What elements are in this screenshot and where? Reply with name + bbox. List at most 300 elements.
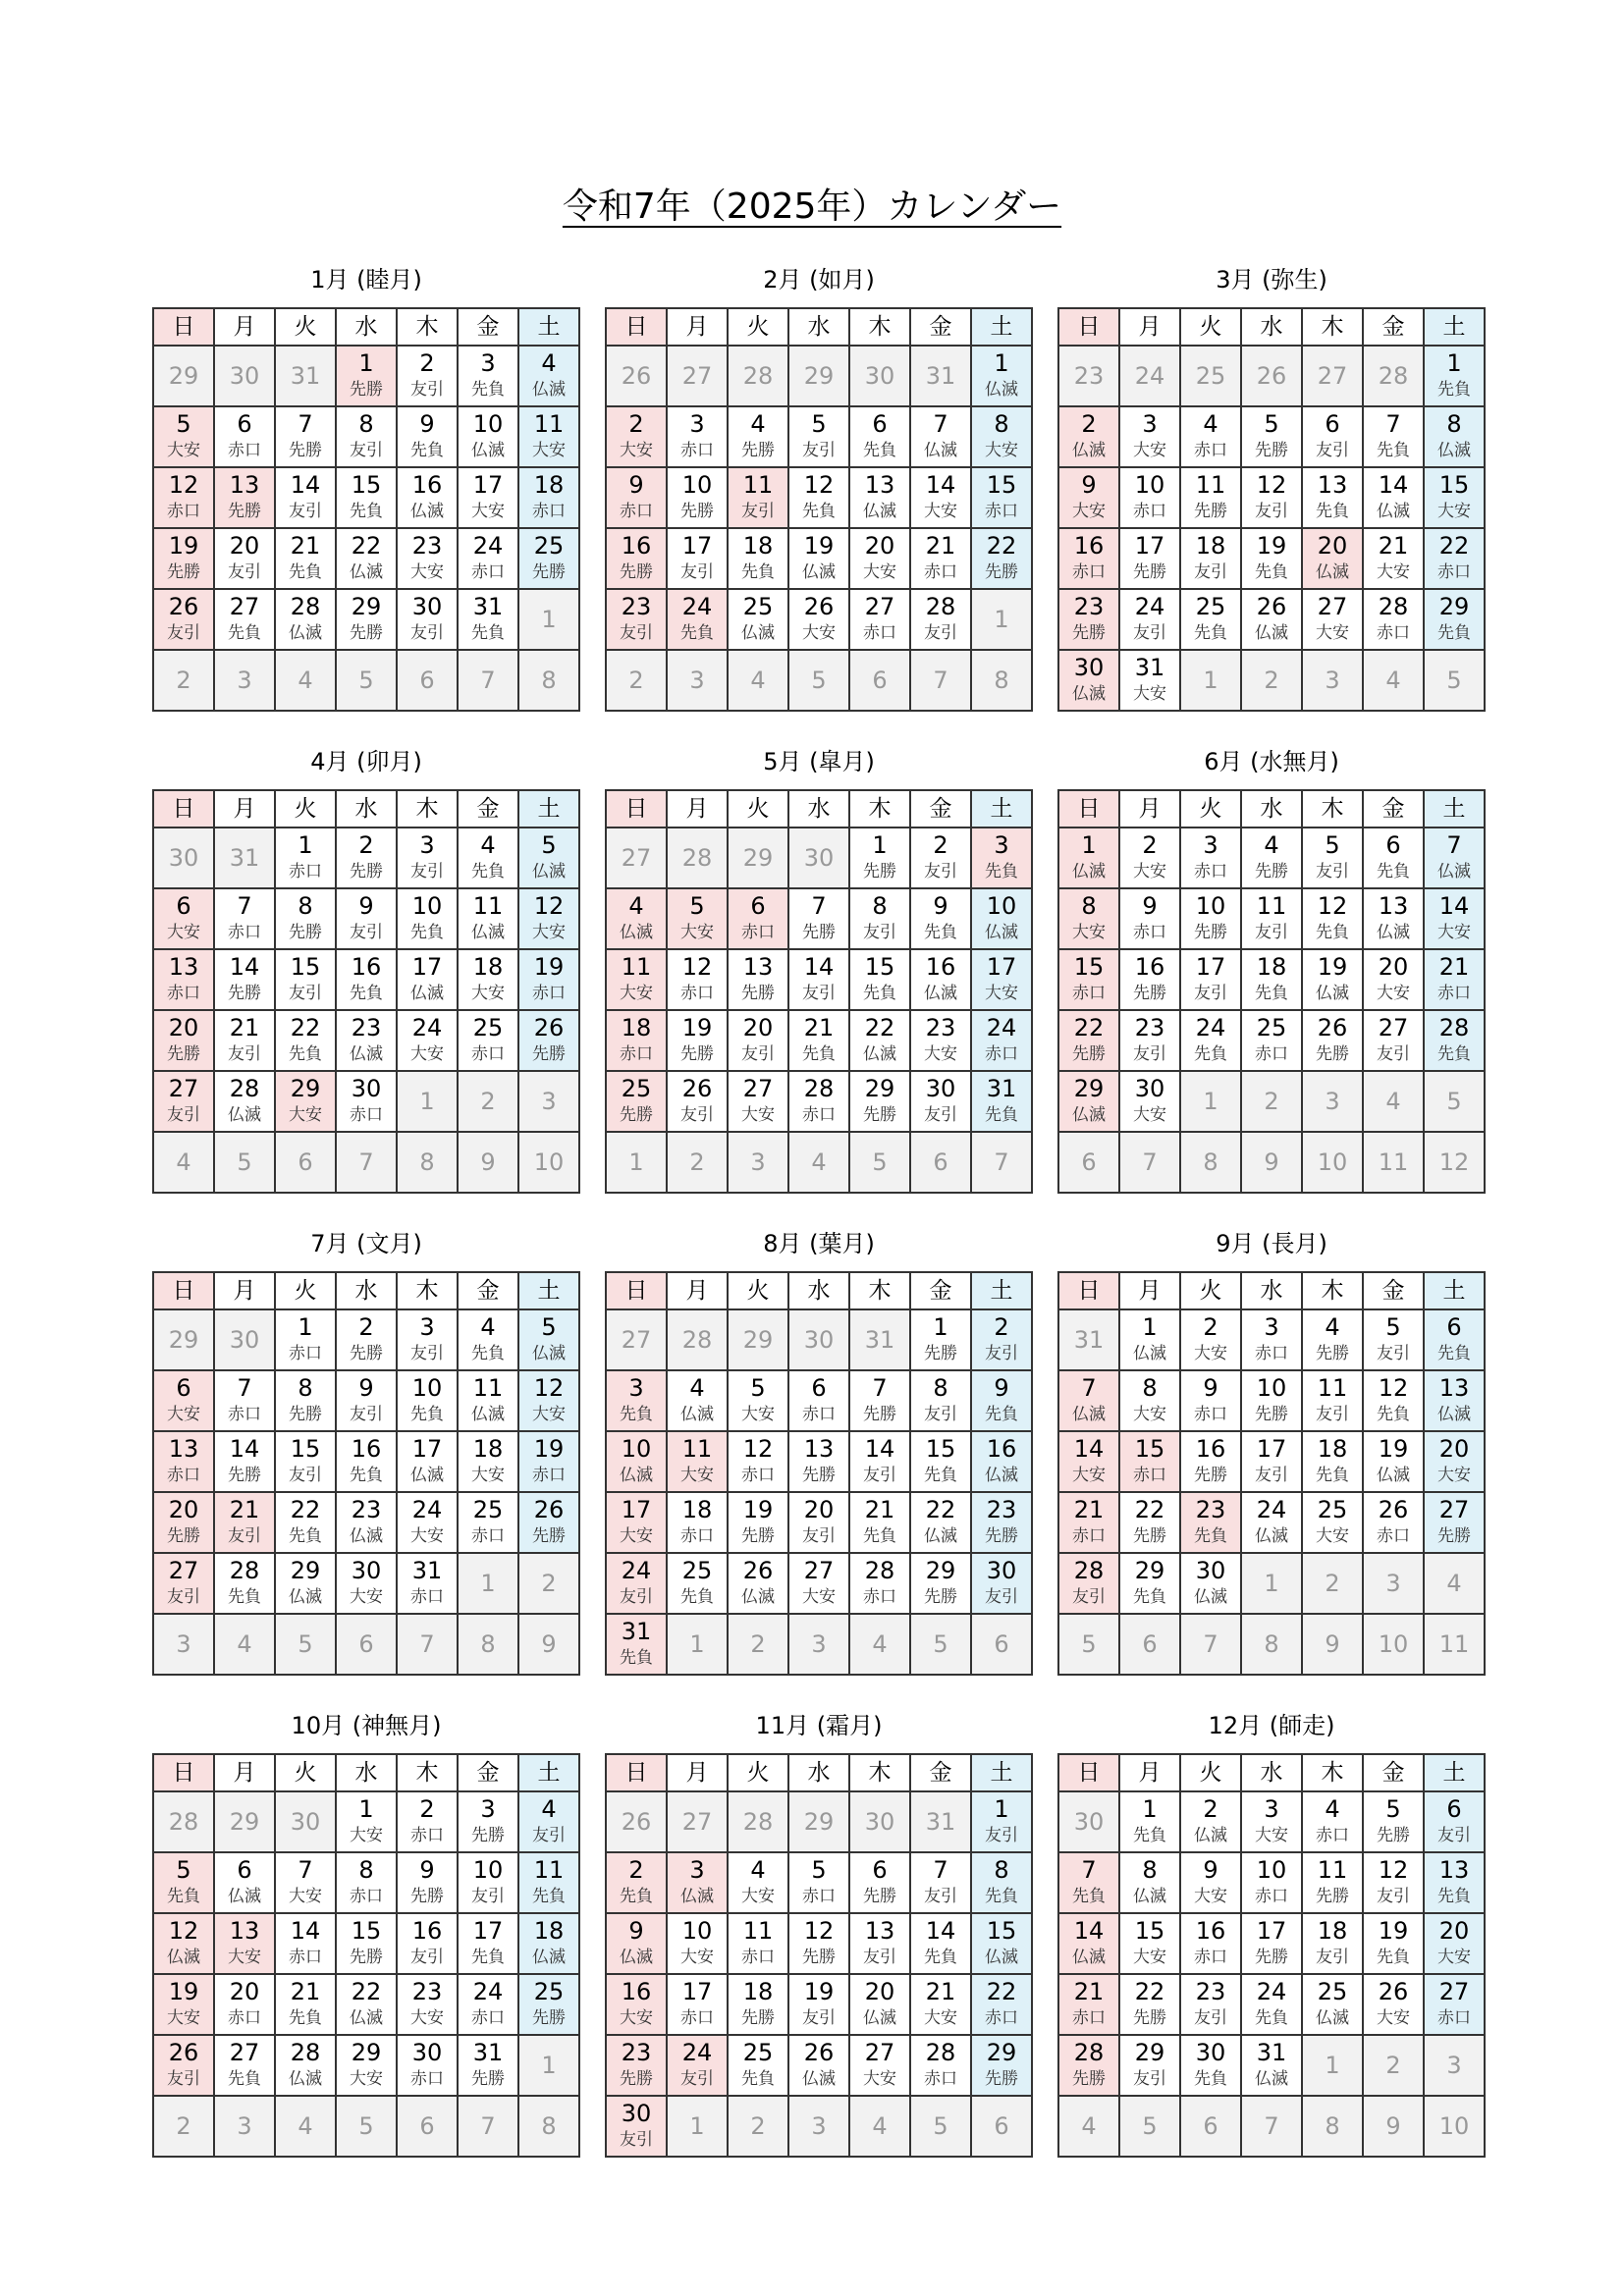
day-cell (275, 1913, 336, 1974)
rokuyo-label: 先勝 (741, 441, 775, 460)
weekday-header: 金 (458, 308, 518, 346)
day-cell (728, 528, 788, 589)
rokuyo-label: 大安 (1437, 923, 1471, 942)
month-calendar (1057, 742, 1486, 1194)
day-number: 28 (864, 1557, 895, 1584)
day-cell (153, 1370, 214, 1431)
day-cell (1119, 1010, 1180, 1071)
day-number: 9 (480, 1148, 496, 1176)
day-number: 4 (237, 1630, 252, 1658)
rokuyo-label: 友引 (410, 1344, 444, 1363)
day-cell (397, 1852, 458, 1913)
day-cell (397, 1431, 458, 1492)
rokuyo-label: 大安 (741, 1405, 775, 1424)
day-number: 1 (628, 1148, 644, 1176)
rokuyo-label: 赤口 (350, 1105, 383, 1125)
day-cell (606, 650, 667, 711)
weekday-header: 日 (153, 790, 214, 828)
day-number: 7 (1264, 2112, 1279, 2140)
day-cell (1424, 888, 1485, 949)
day-cell (667, 1309, 728, 1370)
rokuyo-label: 友引 (802, 1526, 836, 1546)
day-cell (728, 1370, 788, 1431)
day-number: 17 (986, 953, 1017, 981)
day-cell (971, 1370, 1032, 1431)
day-number: 2 (480, 1088, 496, 1115)
rokuyo-label: 赤口 (863, 623, 896, 643)
day-number: 25 (472, 1496, 504, 1523)
day-cell (1302, 1492, 1363, 1553)
day-number: 4 (298, 2112, 313, 2140)
day-number: 20 (168, 1496, 199, 1523)
day-cell (1241, 888, 1302, 949)
rokuyo-label: 仏滅 (1072, 1405, 1106, 1424)
day-number: 18 (1256, 953, 1287, 981)
rokuyo-label: 仏滅 (1194, 1587, 1227, 1607)
rokuyo-label: 友引 (350, 1405, 383, 1424)
weekday-header: 月 (667, 790, 728, 828)
rokuyo-label: 仏滅 (410, 1466, 444, 1485)
day-cell (1180, 2035, 1241, 2096)
rokuyo-label: 先勝 (532, 1044, 566, 1064)
day-cell (275, 1010, 336, 1071)
day-number: 31 (925, 362, 956, 390)
day-number: 9 (419, 1856, 435, 1884)
rokuyo-label: 先負 (350, 1466, 383, 1485)
day-cell (606, 828, 667, 888)
day-number: 8 (1325, 2112, 1340, 2140)
rokuyo-label: 先勝 (532, 2008, 566, 2028)
day-cell (397, 346, 458, 406)
weekday-header: 水 (336, 790, 397, 828)
day-cell (667, 406, 728, 467)
day-number: 22 (1134, 1978, 1165, 2005)
day-cell (667, 888, 728, 949)
rokuyo-label: 赤口 (1072, 984, 1106, 1003)
month-table (605, 1753, 1033, 2158)
weekday-header: 金 (910, 790, 971, 828)
day-number: 11 (1195, 471, 1226, 499)
day-cell (397, 1309, 458, 1370)
rokuyo-label: 先負 (1377, 441, 1410, 460)
rokuyo-label: 大安 (1133, 1105, 1166, 1125)
day-cell (971, 1791, 1032, 1852)
day-number: 28 (742, 1808, 774, 1836)
rokuyo-label: 先負 (802, 502, 836, 521)
rokuyo-label: 大安 (863, 2069, 896, 2089)
day-cell (1058, 1010, 1119, 1071)
day-number: 20 (229, 1978, 260, 2005)
day-number: 8 (480, 1630, 496, 1658)
day-number: 4 (872, 1630, 888, 1658)
day-number: 23 (1073, 593, 1105, 620)
day-cell (788, 1974, 849, 2035)
day-cell (728, 1132, 788, 1193)
rokuyo-label: 先勝 (228, 1466, 261, 1485)
day-number: 19 (168, 532, 199, 560)
day-number: 25 (621, 1075, 652, 1102)
day-number: 1 (541, 606, 557, 633)
day-cell (397, 650, 458, 711)
day-cell (667, 1553, 728, 1614)
day-number: 22 (986, 532, 1017, 560)
rokuyo-label: 仏滅 (532, 1344, 566, 1363)
day-number: 6 (358, 1630, 374, 1658)
day-cell (1058, 1132, 1119, 1193)
day-number: 7 (237, 892, 252, 920)
day-cell (1424, 589, 1485, 650)
day-number: 22 (290, 1496, 321, 1523)
rokuyo-label: 先負 (1377, 1405, 1410, 1424)
day-cell (606, 1492, 667, 1553)
rokuyo-label: 先勝 (1133, 984, 1166, 1003)
weekday-header: 日 (153, 308, 214, 346)
day-number: 15 (351, 1917, 382, 1945)
day-number: 1 (541, 2052, 557, 2079)
rokuyo-label: 大安 (1316, 1526, 1349, 1546)
day-cell (1119, 1071, 1180, 1132)
day-cell (518, 1553, 579, 1614)
rokuyo-label: 大安 (1133, 441, 1166, 460)
rokuyo-label: 先勝 (620, 562, 653, 582)
rokuyo-label: 先負 (1255, 562, 1288, 582)
day-cell (667, 949, 728, 1010)
day-number: 9 (1264, 1148, 1279, 1176)
rokuyo-label: 赤口 (289, 862, 322, 881)
rokuyo-label: 友引 (1316, 441, 1349, 460)
day-number: 22 (1134, 1496, 1165, 1523)
weekday-header: 火 (1180, 1272, 1241, 1309)
day-cell (458, 1370, 518, 1431)
day-number: 23 (351, 1496, 382, 1523)
day-cell (214, 1492, 275, 1553)
rokuyo-label: 仏滅 (1072, 441, 1106, 460)
rokuyo-label: 仏滅 (350, 1526, 383, 1546)
day-cell (336, 1431, 397, 1492)
rokuyo-label: 先負 (1437, 380, 1471, 400)
rokuyo-label: 先勝 (1072, 1044, 1106, 1064)
day-cell (667, 1791, 728, 1852)
day-number: 12 (1317, 892, 1348, 920)
day-number: 27 (621, 844, 652, 872)
rokuyo-label: 赤口 (924, 562, 957, 582)
day-number: 4 (1264, 831, 1279, 859)
rokuyo-label: 赤口 (289, 1948, 322, 1967)
rokuyo-label: 大安 (1437, 1466, 1471, 1485)
day-cell (1119, 949, 1180, 1010)
day-cell (153, 346, 214, 406)
rokuyo-label: 友引 (1072, 1587, 1106, 1607)
day-number: 13 (1438, 1374, 1470, 1402)
day-cell (1424, 406, 1485, 467)
day-number: 5 (176, 410, 191, 438)
rokuyo-label: 赤口 (1255, 1887, 1288, 1906)
rokuyo-label: 仏滅 (1255, 1526, 1288, 1546)
day-number: 15 (1134, 1917, 1165, 1945)
day-number: 18 (742, 1978, 774, 2005)
day-number: 1 (1081, 831, 1097, 859)
weekday-header: 金 (1363, 1272, 1424, 1309)
day-number: 31 (472, 2039, 504, 2066)
day-number: 4 (541, 1795, 557, 1823)
day-number: 5 (1142, 2112, 1158, 2140)
day-number: 31 (1134, 654, 1165, 681)
day-cell (1180, 589, 1241, 650)
day-cell (971, 1309, 1032, 1370)
day-number: 23 (411, 532, 443, 560)
day-number: 29 (1073, 1075, 1105, 1102)
rokuyo-label: 大安 (620, 1526, 653, 1546)
day-number: 8 (872, 892, 888, 920)
day-cell (971, 589, 1032, 650)
day-number: 14 (864, 1435, 895, 1463)
day-number: 23 (986, 1496, 1017, 1523)
day-number: 1 (872, 831, 888, 859)
day-cell (1180, 406, 1241, 467)
day-number: 8 (541, 2112, 557, 2140)
day-cell (1424, 2096, 1485, 2157)
rokuyo-label: 先負 (1255, 2008, 1288, 2028)
day-cell (1302, 1071, 1363, 1132)
day-cell (397, 406, 458, 467)
day-cell (275, 406, 336, 467)
rokuyo-label: 大安 (924, 1044, 957, 1064)
day-cell (458, 828, 518, 888)
rokuyo-label: 大安 (350, 1826, 383, 1845)
day-number: 18 (533, 1917, 565, 1945)
rokuyo-label: 友引 (1133, 2069, 1166, 2089)
day-number: 8 (358, 410, 374, 438)
day-number: 2 (358, 831, 374, 859)
weekday-header: 水 (336, 1754, 397, 1791)
rokuyo-label: 先負 (1377, 862, 1410, 881)
day-number: 13 (864, 1917, 895, 1945)
day-cell (518, 2035, 579, 2096)
rokuyo-label: 大安 (1133, 684, 1166, 704)
day-cell (971, 2096, 1032, 2157)
rokuyo-label: 仏滅 (1316, 984, 1349, 1003)
day-cell (1241, 467, 1302, 528)
day-number: 1 (689, 1630, 705, 1658)
weekday-header: 水 (336, 308, 397, 346)
rokuyo-label: 先負 (471, 1344, 505, 1363)
weekday-header: 火 (728, 1754, 788, 1791)
day-cell (518, 1370, 579, 1431)
day-number: 20 (803, 1496, 835, 1523)
rokuyo-label: 大安 (1133, 1948, 1166, 1967)
day-cell (336, 2035, 397, 2096)
day-cell (667, 467, 728, 528)
day-number: 17 (621, 1496, 652, 1523)
rokuyo-label: 友引 (1194, 562, 1227, 582)
rokuyo-label: 赤口 (924, 2069, 957, 2089)
rokuyo-label: 先負 (680, 623, 714, 643)
day-number: 3 (811, 1630, 827, 1658)
day-cell (397, 888, 458, 949)
day-cell (788, 467, 849, 528)
day-number: 18 (681, 1496, 713, 1523)
rokuyo-label: 先負 (802, 1044, 836, 1064)
day-number: 6 (1081, 1148, 1097, 1176)
rokuyo-label: 仏滅 (1072, 1105, 1106, 1125)
day-cell (971, 346, 1032, 406)
month-title: 10月 (神無月) (291, 1712, 442, 1739)
rokuyo-label: 先勝 (532, 1526, 566, 1546)
day-cell (849, 1614, 910, 1675)
day-cell (849, 2035, 910, 2096)
day-cell (1119, 828, 1180, 888)
day-cell (153, 1791, 214, 1852)
weekday-header: 月 (214, 790, 275, 828)
day-number: 7 (298, 1856, 313, 1884)
day-cell (971, 406, 1032, 467)
day-number: 1 (994, 349, 1009, 377)
day-number: 5 (1446, 1088, 1462, 1115)
day-cell (1119, 2035, 1180, 2096)
day-cell (214, 1010, 275, 1071)
day-number: 8 (419, 1148, 435, 1176)
day-number: 5 (176, 1856, 191, 1884)
day-cell (849, 1309, 910, 1370)
day-number: 19 (533, 1435, 565, 1463)
day-number: 28 (1073, 1557, 1105, 1584)
day-number: 18 (472, 953, 504, 981)
day-number: 3 (1385, 1570, 1401, 1597)
day-cell (153, 589, 214, 650)
weekday-header: 木 (1302, 1272, 1363, 1309)
day-cell (214, 1614, 275, 1675)
day-number: 15 (351, 471, 382, 499)
day-cell (214, 949, 275, 1010)
day-number: 2 (1203, 1313, 1218, 1341)
day-number: 16 (351, 953, 382, 981)
rokuyo-label: 先勝 (410, 1887, 444, 1906)
rokuyo-label: 仏滅 (1255, 2069, 1288, 2089)
day-number: 13 (1438, 1856, 1470, 1884)
day-number: 13 (229, 471, 260, 499)
day-cell (1058, 1791, 1119, 1852)
rokuyo-label: 友引 (863, 923, 896, 942)
day-cell (849, 1852, 910, 1913)
day-cell (606, 1370, 667, 1431)
day-number: 26 (168, 593, 199, 620)
rokuyo-label: 赤口 (680, 441, 714, 460)
day-cell (336, 1852, 397, 1913)
day-number: 12 (533, 892, 565, 920)
rokuyo-label: 先勝 (289, 441, 322, 460)
day-cell (910, 2035, 971, 2096)
day-cell (1119, 406, 1180, 467)
day-number: 3 (1264, 1795, 1279, 1823)
day-number: 28 (1378, 593, 1409, 620)
day-cell (1241, 1614, 1302, 1675)
day-cell (1363, 888, 1424, 949)
day-number: 18 (621, 1014, 652, 1041)
day-number: 11 (742, 471, 774, 499)
day-number: 19 (1378, 1917, 1409, 1945)
day-number: 5 (1385, 1313, 1401, 1341)
day-cell (1180, 1614, 1241, 1675)
day-number: 26 (803, 593, 835, 620)
day-cell (518, 828, 579, 888)
day-cell (1180, 346, 1241, 406)
day-cell (1302, 1614, 1363, 1675)
rokuyo-label: 友引 (350, 441, 383, 460)
rokuyo-label: 友引 (924, 1105, 957, 1125)
month-table (152, 789, 580, 1194)
day-number: 3 (689, 1856, 705, 1884)
rokuyo-label: 先負 (471, 380, 505, 400)
day-number: 27 (168, 1557, 199, 1584)
rokuyo-label: 先勝 (471, 2069, 505, 2089)
rokuyo-label: 先負 (289, 1526, 322, 1546)
month-table (1057, 307, 1486, 712)
rokuyo-label: 先負 (1316, 502, 1349, 521)
rokuyo-label: 友引 (802, 2008, 836, 2028)
rokuyo-label: 先勝 (289, 923, 322, 942)
day-cell (849, 888, 910, 949)
day-number: 1 (1446, 349, 1462, 377)
day-cell (971, 828, 1032, 888)
rokuyo-label: 仏滅 (1437, 862, 1471, 881)
day-cell (1058, 406, 1119, 467)
rokuyo-label: 仏滅 (471, 923, 505, 942)
weekday-header: 月 (667, 1272, 728, 1309)
day-number: 7 (419, 1630, 435, 1658)
day-number: 16 (925, 953, 956, 981)
day-cell (1241, 1309, 1302, 1370)
rokuyo-label: 先負 (1255, 984, 1288, 1003)
day-number: 9 (1203, 1856, 1218, 1884)
day-cell (518, 2096, 579, 2157)
day-cell (1180, 650, 1241, 711)
weekday-header: 水 (1241, 1754, 1302, 1791)
day-cell (1302, 888, 1363, 949)
day-cell (1302, 406, 1363, 467)
day-number: 11 (1317, 1856, 1348, 1884)
month-calendar (1057, 1224, 1486, 1676)
day-number: 11 (1256, 892, 1287, 920)
day-cell (336, 828, 397, 888)
rokuyo-label: 先勝 (924, 1587, 957, 1607)
day-number: 5 (1385, 1795, 1401, 1823)
day-cell (606, 1974, 667, 2035)
day-number: 30 (411, 2039, 443, 2066)
day-number: 24 (472, 1978, 504, 2005)
rokuyo-label: 大安 (167, 2008, 200, 2028)
rokuyo-label: 赤口 (741, 1948, 775, 1967)
day-cell (667, 528, 728, 589)
day-cell (1119, 1791, 1180, 1852)
day-cell (397, 1974, 458, 2035)
day-number: 18 (742, 532, 774, 560)
weekday-header: 火 (275, 1754, 336, 1791)
day-number: 8 (1142, 1856, 1158, 1884)
rokuyo-label: 仏滅 (350, 562, 383, 582)
day-number: 14 (803, 953, 835, 981)
day-number: 4 (1325, 1795, 1340, 1823)
rokuyo-label: 赤口 (471, 1526, 505, 1546)
weekday-header: 金 (458, 1272, 518, 1309)
day-number: 17 (1256, 1917, 1287, 1945)
rokuyo-label: 先勝 (228, 984, 261, 1003)
weekday-header: 月 (667, 308, 728, 346)
day-cell (1363, 650, 1424, 711)
day-cell (214, 1913, 275, 1974)
day-cell (1180, 1309, 1241, 1370)
day-number: 14 (1073, 1435, 1105, 1463)
day-number: 4 (176, 1148, 191, 1176)
